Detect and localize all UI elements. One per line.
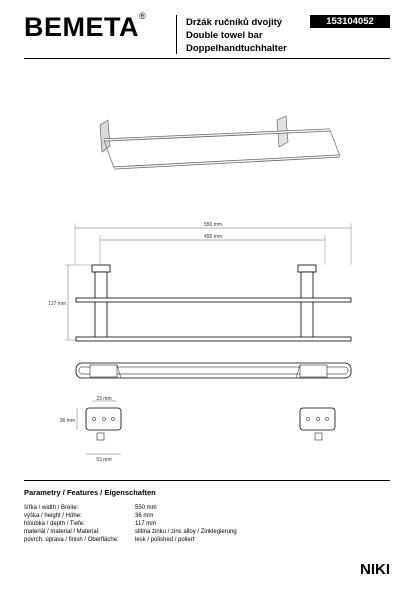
header-divider <box>176 15 177 54</box>
param-value: 36 mm <box>135 513 154 519</box>
registered-mark: ® <box>139 11 147 21</box>
header-rule <box>24 58 390 59</box>
param-label: šířka / width / Breite: <box>24 505 79 511</box>
product-line-name: NIKI <box>360 561 390 578</box>
param-label: povrch. úprava / finish / Oberfläche: <box>24 537 119 543</box>
dim-bracket-bottom: 53 mm <box>96 457 112 463</box>
product-titles <box>186 16 287 55</box>
title-german: Doppelhandtuchhalter <box>186 43 287 54</box>
dim-bracket-top: 23 mm <box>96 396 112 402</box>
bracket-view <box>60 396 335 463</box>
dim-total-width: 550 mm <box>203 222 223 228</box>
param-label: výška / height / Höhe: <box>24 513 82 519</box>
param-row <box>24 520 255 528</box>
param-row <box>24 504 255 512</box>
parameters-heading: Parametry / Features / Eigenschaften <box>24 488 156 497</box>
param-value: 550 mm <box>135 505 157 511</box>
dim-inner-width: 450 mm <box>203 234 223 240</box>
dim-height: 117 mm <box>48 301 66 307</box>
width-dimension <box>75 222 351 265</box>
front-view <box>48 265 351 341</box>
param-value: lesk / polished / poliert <box>135 537 195 543</box>
section-rule <box>24 480 390 481</box>
param-row <box>24 512 255 520</box>
param-value: slitina zinku / zinc alloy / Zinklegierung <box>135 529 237 535</box>
title-english: Double towel bar <box>186 30 263 41</box>
brand-name: BEMETA <box>24 12 139 42</box>
brand-logo <box>24 11 147 42</box>
technical-drawing <box>0 60 414 470</box>
product-illustration <box>100 116 340 168</box>
param-value: 117 mm <box>135 521 157 527</box>
dim-depth: 36 mm <box>59 418 75 424</box>
title-czech: Držák ručníků dvojitý <box>186 17 283 28</box>
param-row <box>24 528 255 536</box>
parameters-table <box>24 504 255 544</box>
product-code-badge: 153104052 <box>310 15 390 28</box>
param-label: hloubka / depth / Tiefe: <box>24 521 85 527</box>
param-label: materiál / material / Material: <box>24 529 100 535</box>
top-view <box>76 363 351 378</box>
param-row <box>24 536 255 544</box>
